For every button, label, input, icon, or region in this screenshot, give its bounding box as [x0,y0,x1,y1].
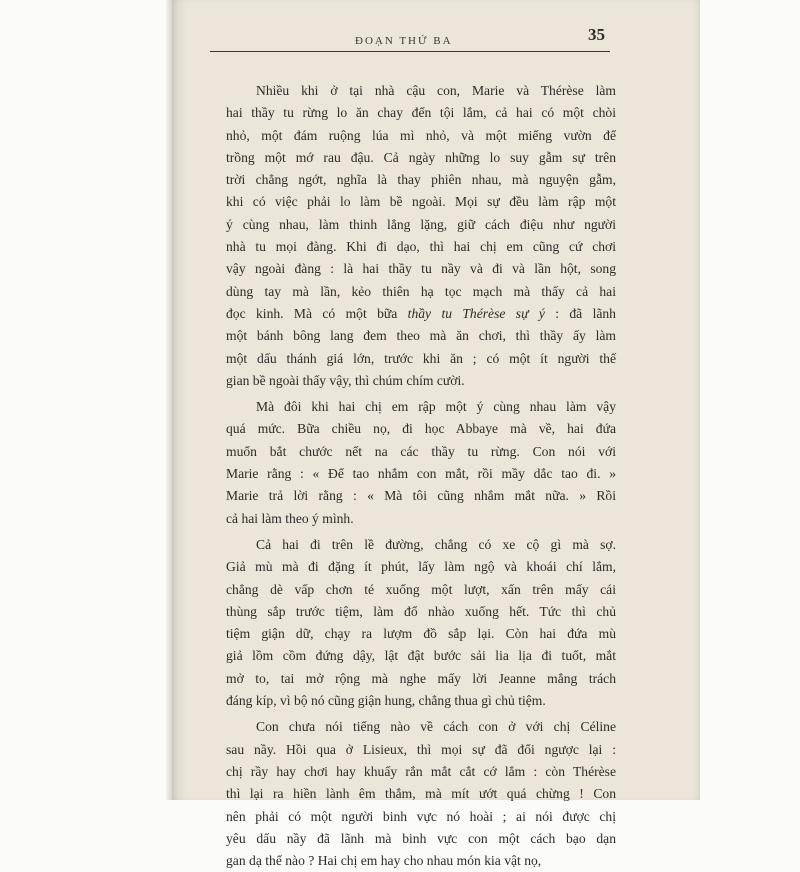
text-line: một dấu thánh giá lớn, trước khi ăn ; có một ít người thế [226,350,616,366]
text-line: hai thầy tu rừng lo ăn chay đến tội lắm, cả hai có một chòi [226,105,616,121]
text-line: Marie rằng : « Để tao nhắm con mắt, rồi mầy dắc tao đi. » [226,466,616,482]
running-head [210,24,610,52]
text-line: yêu dấu nầy đã lãnh mà binh vực con một cách bạo dạn [226,830,616,846]
text-line: vậy ngoài đàng : là hai thầy tu nầy và đi và lần hột, song [226,261,616,277]
text-line: ý cùng nhau, làm thinh lẳng lặng, giữ cách điệu như người [226,216,616,232]
text-line: một bánh bông lang đem theo mà ăn chơi, thì thầy ấy làm [226,328,616,344]
text-line: chẳng dè vấp chơn té xuống một lượt, xấn trên mấy cái [226,581,616,597]
text-line: cả hai làm theo ý mình. [226,510,354,526]
text-line: Marie trả lời rằng : « Mà tôi cũng nhắm mắt nữa. » Rồi [226,488,616,504]
text-line: Mà đôi khi hai chị em rập một ý cùng nhau làm vậy [256,399,616,415]
page-number: 35 [588,25,605,44]
text-line: trời chẳng ngớt, nghĩa là thay phiên nhau, mà nguyện gẫm, [226,172,616,188]
body-text [226,80,616,872]
text-line: chị rầy hay chơi hay khuấy rắn mắt cắt cớ lắm : còn Thérèse [226,763,616,779]
text-line: Nhiều khi ở tại nhà cậu con, Marie và Thérèse làm [256,83,616,98]
text-line: tiệm giận dữ, chạy ra lượm đồ sắp lại. Còn hai đứa mù [226,626,616,642]
header-rule [210,51,610,52]
text-line: thùng sắp trước tiệm, làm đổ nhào xuống hết. Tức thì chủ [226,603,616,619]
text-line: đọc kinh. Mà có một bữa thầy tu Thérèse sự ý : đã lãnh [226,305,616,321]
text-line: Giả mù mà đi đặng ít phút, lấy làm ngộ và khoái chí lắm, [226,559,616,575]
text-line: mở to, tai mở rộng mà nghe mấy lời Jeanne mắng trách [226,670,616,686]
italic-phrase: thầy tu Thérèse sự ý [407,305,545,321]
text-line: nhà tu mọi đàng. Khi đi dạo, thì hai chị em cũng cứ chơi [226,239,616,255]
text-line: khi có việc phải lo làm bề ngoài. Mọi sự đều làm rập một [226,194,616,210]
text-line: giả lồm cồm đứng dậy, lật đật bước sải lia lịa đi tuốt, mắt [226,648,616,664]
text-line: muốn bắt chước nết na các thầy tu rừng. Con nói với [226,443,616,459]
text-line: Cả hai đi trên lề đường, chẳng có xe cộ gì mà sợ. [256,536,616,552]
text-line: gan dạ thể nào ? Hai chị em hay cho nhau món kia vật nọ, [226,853,542,869]
text-line: sau nầy. Hồi qua ở Lisieux, thì mọi sự đã đổi ngược lại : [226,741,616,757]
text-line: thì lại ra hiền lành êm thắm, mà mít ướt quá chừng ! Con [226,786,616,802]
text-line: gian bề ngoài thấy vậy, thì chúm chím cười. [226,372,465,388]
text-line: dùng tay mà lần, kẻo thiên hạ tọc mạch mà thấy cả hai [226,283,616,299]
text-line: Con chưa nói tiếng nào về cách con ở với chị Céline [256,719,616,735]
text-line: nhỏ, một đám ruộng lúa mì nhỏ, và một miếng vườn để [226,127,616,143]
running-title: ĐOẠN THỨ BA [355,35,453,47]
text-line: nên phải có một người binh vực nó hoài ; ai nói được chị [226,808,616,824]
text-line: trồng một mớ rau đậu. Cả ngày những lo suy gẫm sự trên [226,149,616,165]
text-line: quá mức. Bữa chiều nọ, đi học Abbaye mà về, hai đứa [226,421,616,437]
text-line: đáng kíp, vì bộ nó cũng giận hung, chẳng thua gì chủ tiệm. [226,693,546,709]
